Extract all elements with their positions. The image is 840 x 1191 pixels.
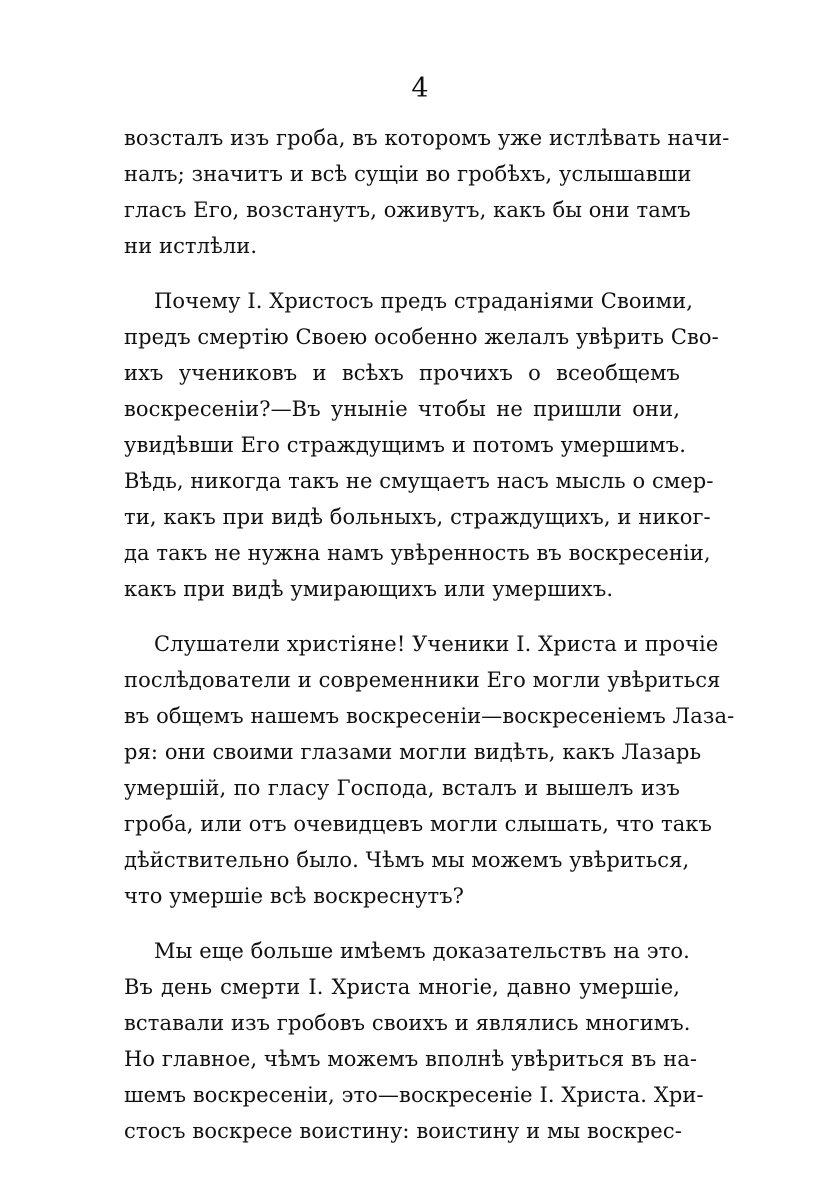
text-line: гроба, или отъ очевидцевъ могли слышать, что такъ	[124, 812, 712, 836]
text-line: Но главное, чѣмъ можемъ вполнѣ увѣриться въ на-	[124, 1047, 698, 1071]
text-line: вставали изъ гробовъ своихъ и являлись многимъ.	[124, 1011, 691, 1035]
text-line: ти, какъ при видѣ больныхъ, страждущихъ, и никог-	[124, 505, 711, 529]
paragraph-3	[124, 626, 735, 914]
text-line: Слушатели христіяне! Ученики І. Христа и прочіе	[154, 632, 719, 656]
text-block	[124, 120, 735, 1168]
text-line: да такъ не нужна намъ увѣренность въ воскресеніи,	[124, 541, 711, 565]
paragraph-1	[124, 120, 730, 264]
text-line: послѣдователи и современники Его могли увѣриться	[124, 668, 721, 692]
text-line: ни истлѣли.	[124, 234, 258, 258]
text-line: Вѣдь, никогда такъ не смущаетъ насъ мысль о смер-	[124, 469, 714, 493]
text-line: въ общемъ нашемъ воскресеніи—воскресеніемъ Лаза-	[124, 704, 735, 728]
text-line: Въ день смерти І. Христа многіе, давно умершіе,	[124, 975, 680, 999]
text-line: ря: они своими глазами могли видѣть, какъ Лазарь	[124, 740, 702, 764]
text-line: дѣйствительно было. Чѣмъ мы можемъ увѣриться,	[124, 848, 690, 872]
text-line: что умершіе всѣ воскреснутъ?	[124, 884, 465, 908]
paragraph-2	[124, 283, 719, 607]
text-line: гласъ Его, возстанутъ, оживутъ, какъ бы они тамъ	[124, 198, 691, 222]
page-number: 4	[411, 73, 429, 104]
text-line: умершій, по гласу Господа, всталъ и вышелъ изъ	[124, 776, 680, 800]
text-line: стосъ воскресе воистину: воистину и мы воскрес-	[124, 1119, 682, 1143]
text-line: налъ; значитъ и всѣ сущіи во гробѣхъ, услышавши	[124, 162, 692, 186]
text-line: возсталъ изъ гроба, въ которомъ уже истлѣвать начи-	[124, 126, 730, 150]
text-line: Мы еще больше имѣемъ доказательствъ на это.	[154, 939, 690, 963]
text-line: Почему І. Христосъ предъ страданіями Своими,	[154, 289, 694, 313]
text-line: воскресеніи?—Въ уныніе чтобы не пришли они,	[124, 397, 680, 421]
text-line: ихъ учениковъ и всѣхъ прочихъ о всеобщемъ	[124, 361, 680, 385]
text-line: увидѣвши Его страждущимъ и потомъ умершимъ.	[124, 433, 686, 457]
text-line: шемъ воскресеніи, это—воскресеніе І. Христа. Хри-	[124, 1083, 704, 1107]
paragraph-4	[124, 933, 704, 1149]
text-line: какъ при видѣ умирающихъ или умершихъ.	[124, 577, 614, 601]
text-line: предъ смертію Своею особенно желалъ увѣрить Сво-	[124, 325, 719, 349]
